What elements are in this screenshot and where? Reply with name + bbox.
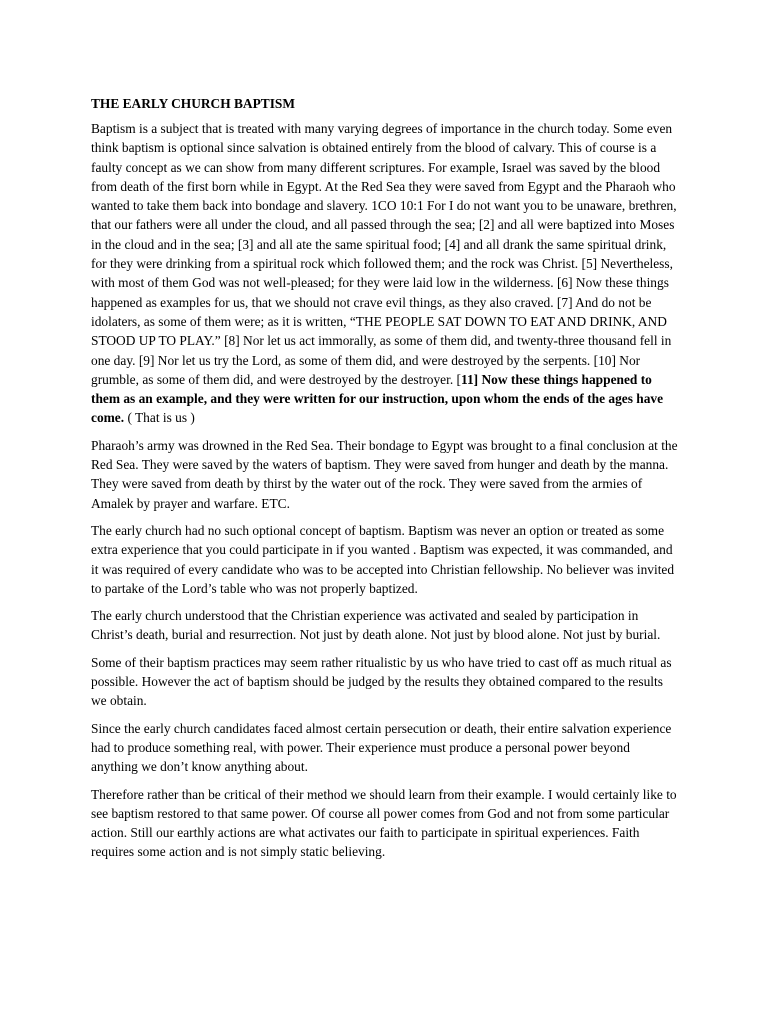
paragraph-1-text-b: ( That is us ) — [124, 410, 195, 426]
paragraph-7 — [91, 785, 679, 862]
paragraph-5-text: Some of their baptism practices may seem rather ritualistic by us who have tried to cast off as much ritual as possible. However the act of baptism should be judged by the results they obtained compared to the results we obtain. — [91, 654, 672, 709]
document-title: THE EARLY CHURCH BAPTISM — [91, 96, 295, 111]
paragraph-3-text: The early church had no such optional concept of baptism. Baptism was never an option or treated as some extra experience that you could participate in if you wanted . Baptism was expected, it was commanded, and it was required of every candidate who was to be accepted into Christian fellowship. No believer was invited to partake of the Lord’s table who was not properly baptized. — [91, 522, 675, 596]
document-page — [91, 94, 679, 870]
paragraph-6 — [91, 719, 679, 777]
paragraph-4 — [91, 606, 679, 645]
paragraph-5 — [91, 653, 679, 711]
paragraph-6-text: Since the early church candidates faced almost certain persecution or death, their entire salvation experience had to produce something real, with power. Their experience must produce a personal power beyond anything we don’t know anything about. — [91, 720, 672, 775]
paragraph-7-text: Therefore rather than be critical of their method we should learn from their example. I would certainly like to see baptism restored to that same power. Of course all power comes from God and not from some particular action. Still our earthly actions are what activates our faith to participate in spiritual experiences. Faith requires some action and is not simply static believing. — [91, 786, 677, 860]
paragraph-3 — [91, 521, 679, 598]
paragraph-1 — [91, 119, 679, 428]
paragraph-1-bold-quote: 11] Now these things happened to them as an example, and they were written for our instruction, upon whom the ends of the ages have come. — [91, 371, 664, 426]
paragraph-4-text: The early church understood that the Christian experience was activated and sealed by participation in Christ’s death, burial and resurrection. Not just by death alone. Not just by blood alone. Not just by burial. — [91, 608, 661, 643]
paragraph-2 — [91, 436, 679, 513]
paragraph-2-text: Pharaoh’s army was drowned in the Red Sea. Their bondage to Egypt was brought to a final conclusion at the Red Sea. They were saved by the waters of baptism. They were saved from hunger and death by the manna. They were saved from death by thirst by the water out of the rock. They were saved from the armies of Amalek by prayer and warfare. ETC. — [91, 437, 678, 511]
paragraph-1-text-a: Baptism is a subject that is treated with many varying degrees of importance in the church today. Some even think baptism is optional since salvation is obtained entirely from the blood of calvary. This of course is a faulty concept as we can show from many different scriptures. For example, Israel was saved by the blood from death of the first born while in Egypt. At the Red Sea they were saved from Egypt and the Pharaoh who wanted to take them back into bondage and slavery. 1CO 10:1 For I do not want you to be unaware, brethren, that our fathers were all under the cloud, and all passed through the sea; [2] and all were baptized into Moses in the cloud and in the sea; [3] and all ate the same spiritual food; [4] and all drank the same spiritual drink, for they were drinking from a spiritual rock which followed them; and the rock was Christ. [5] Nevertheless, with most of them God was not well-pleased; for they were laid low in the wilderness. [6] Now these things happened as examples for us, that we should not crave evil things, as they also craved. [7] And do not be idolaters, as some of them were; as it is written, “THE PEOPLE SAT DOWN TO EAT AND DRINK, AND STOOD UP TO PLAY.” [8] Nor let us act immorally, as some of them did, and twenty-three thousand fell in one day. [9] Nor let us try the Lord, as some of them did, and were destroyed by the serpents. [10] Nor grumble, as some of them did, and were destroyed by the destroyer. [ — [91, 121, 677, 387]
